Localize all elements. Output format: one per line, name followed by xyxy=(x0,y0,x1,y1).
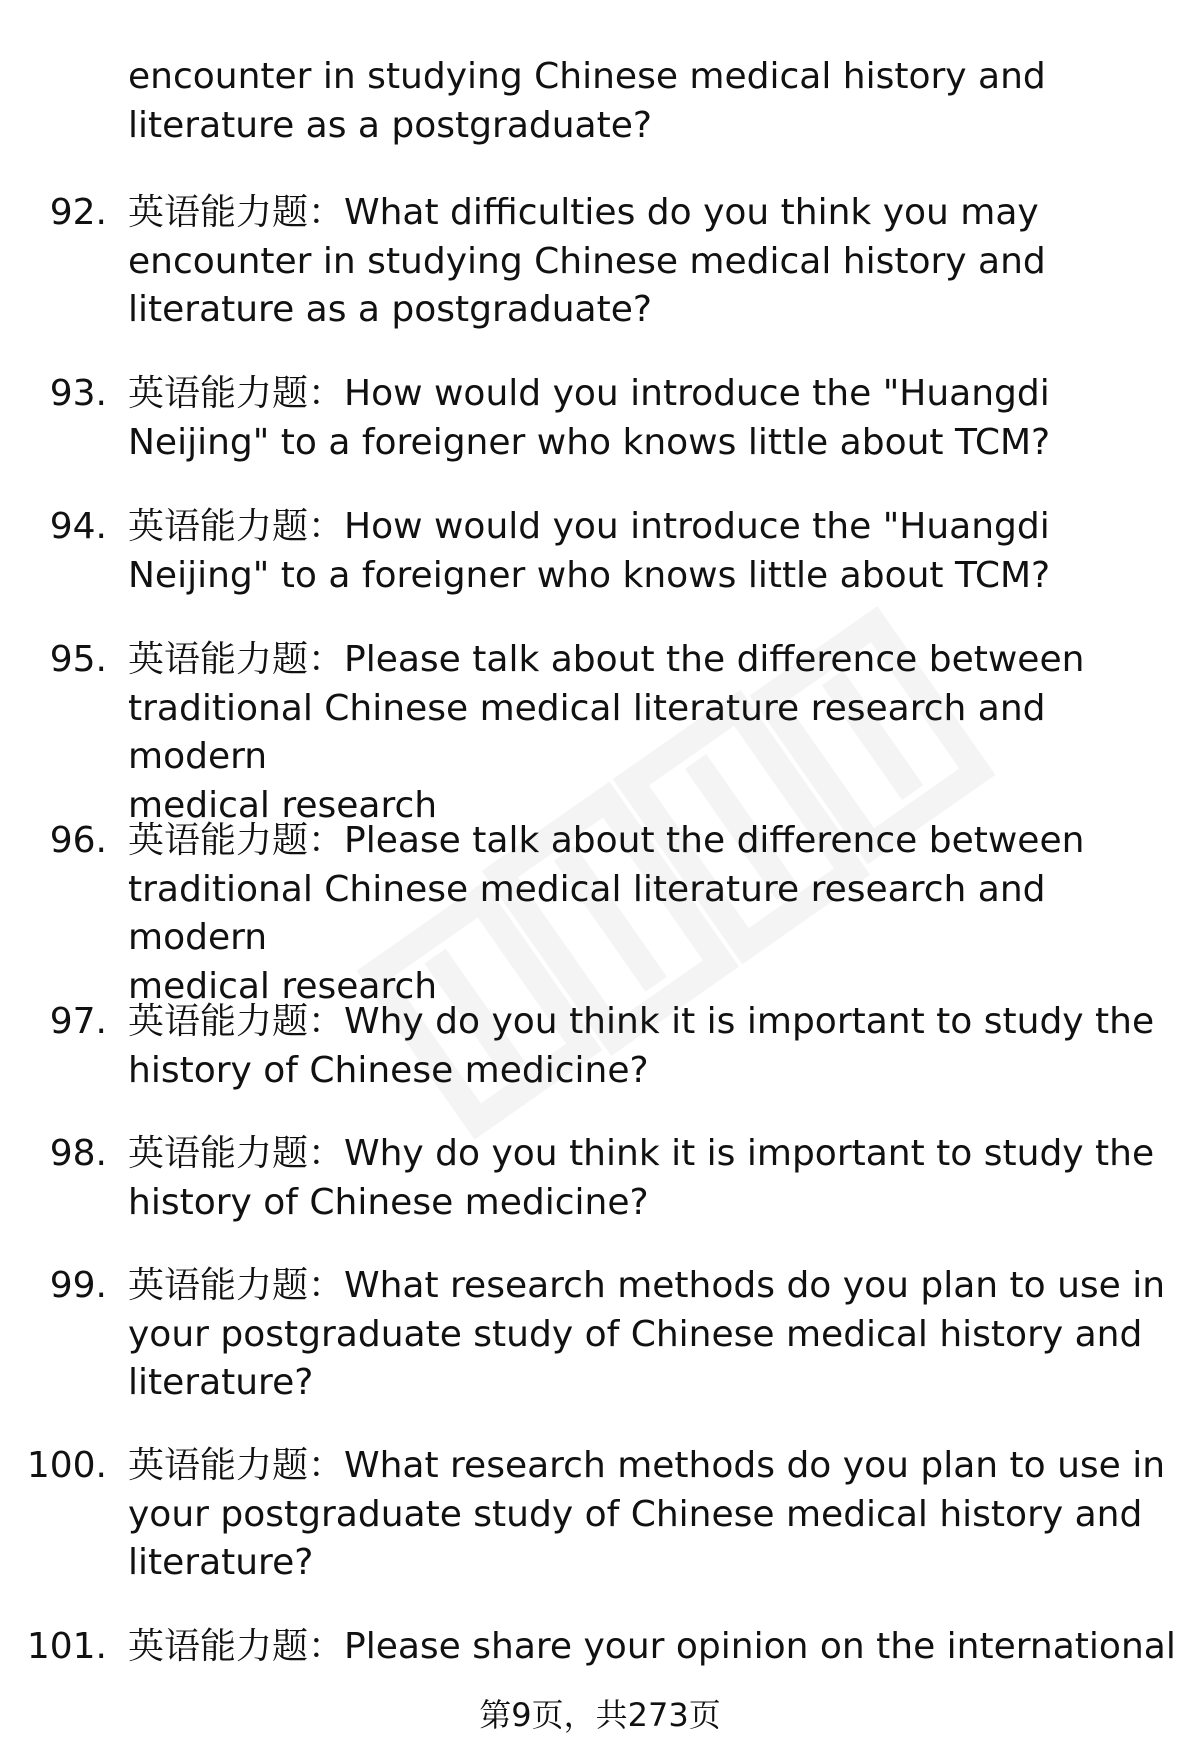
question-line: history of Chinese medicine? xyxy=(128,1049,649,1091)
page-footer: 第9页，共273页 xyxy=(479,1696,721,1734)
question-line: 英语能力题：Please talk about the difference between xyxy=(128,820,1085,861)
question-line: 英语能力题：What difficulties do you think you may xyxy=(128,192,1039,233)
question-line: encounter in studying Chinese medical history and xyxy=(128,56,1046,97)
question-line: literature? xyxy=(128,1542,314,1583)
question-text xyxy=(128,370,1178,467)
question-number: 96. xyxy=(49,820,107,861)
question-number: 95. xyxy=(49,639,107,680)
question-number: 93. xyxy=(49,373,107,414)
question-line: medical research xyxy=(128,784,438,826)
question-line: your postgraduate study of Chinese medical history and xyxy=(128,1313,1143,1355)
question-number: 99. xyxy=(49,1265,107,1306)
question-text xyxy=(128,636,1178,830)
question-line: literature as a postgraduate? xyxy=(128,104,652,146)
question-number: 100. xyxy=(26,1445,107,1486)
question-line: 英语能力题：How would you introduce the "Huangdi xyxy=(128,373,1050,414)
question-line: traditional Chinese medical literature research and modern xyxy=(128,868,1046,958)
question-line: 英语能力题：Why do you think it is important to study the xyxy=(128,1001,1155,1042)
question-line: your postgraduate study of Chinese medical history and xyxy=(128,1493,1143,1535)
question-line: 英语能力题：Please talk about the difference between xyxy=(128,639,1085,680)
question-text xyxy=(128,1262,1178,1408)
question-text xyxy=(128,1130,1178,1227)
question-line: 英语能力题：Why do you think it is important to study the xyxy=(128,1133,1155,1174)
question-text xyxy=(128,189,1178,335)
question-line: literature? xyxy=(128,1362,314,1403)
question-text xyxy=(128,53,1178,150)
question-number: 97. xyxy=(49,1001,107,1042)
question-text xyxy=(128,998,1178,1095)
question-line: Neijing" to a foreigner who knows little about TCM? xyxy=(128,421,1051,463)
question-text xyxy=(128,1442,1178,1588)
question-text xyxy=(128,1623,1178,1672)
question-line: traditional Chinese medical literature research and modern xyxy=(128,687,1046,777)
question-line: 英语能力题：Please share your opinion on the international xyxy=(128,1626,1176,1667)
question-text xyxy=(128,817,1178,1011)
question-line: 英语能力题：What research methods do you plan to use in xyxy=(128,1265,1166,1306)
question-number: 92. xyxy=(49,192,107,233)
question-line: 英语能力题：How would you introduce the "Huangdi xyxy=(128,506,1050,547)
question-number: 94. xyxy=(49,506,107,547)
question-line: encounter in studying Chinese medical history and xyxy=(128,240,1046,282)
question-line: Neijing" to a foreigner who knows little about TCM? xyxy=(128,554,1051,596)
question-text xyxy=(128,503,1178,600)
question-number: 98. xyxy=(49,1133,107,1174)
question-line: medical research xyxy=(128,965,438,1007)
question-line: 英语能力题：What research methods do you plan to use in xyxy=(128,1445,1166,1486)
question-line: literature as a postgraduate? xyxy=(128,289,652,330)
question-number: 101. xyxy=(26,1626,107,1667)
question-line: history of Chinese medicine? xyxy=(128,1181,649,1223)
